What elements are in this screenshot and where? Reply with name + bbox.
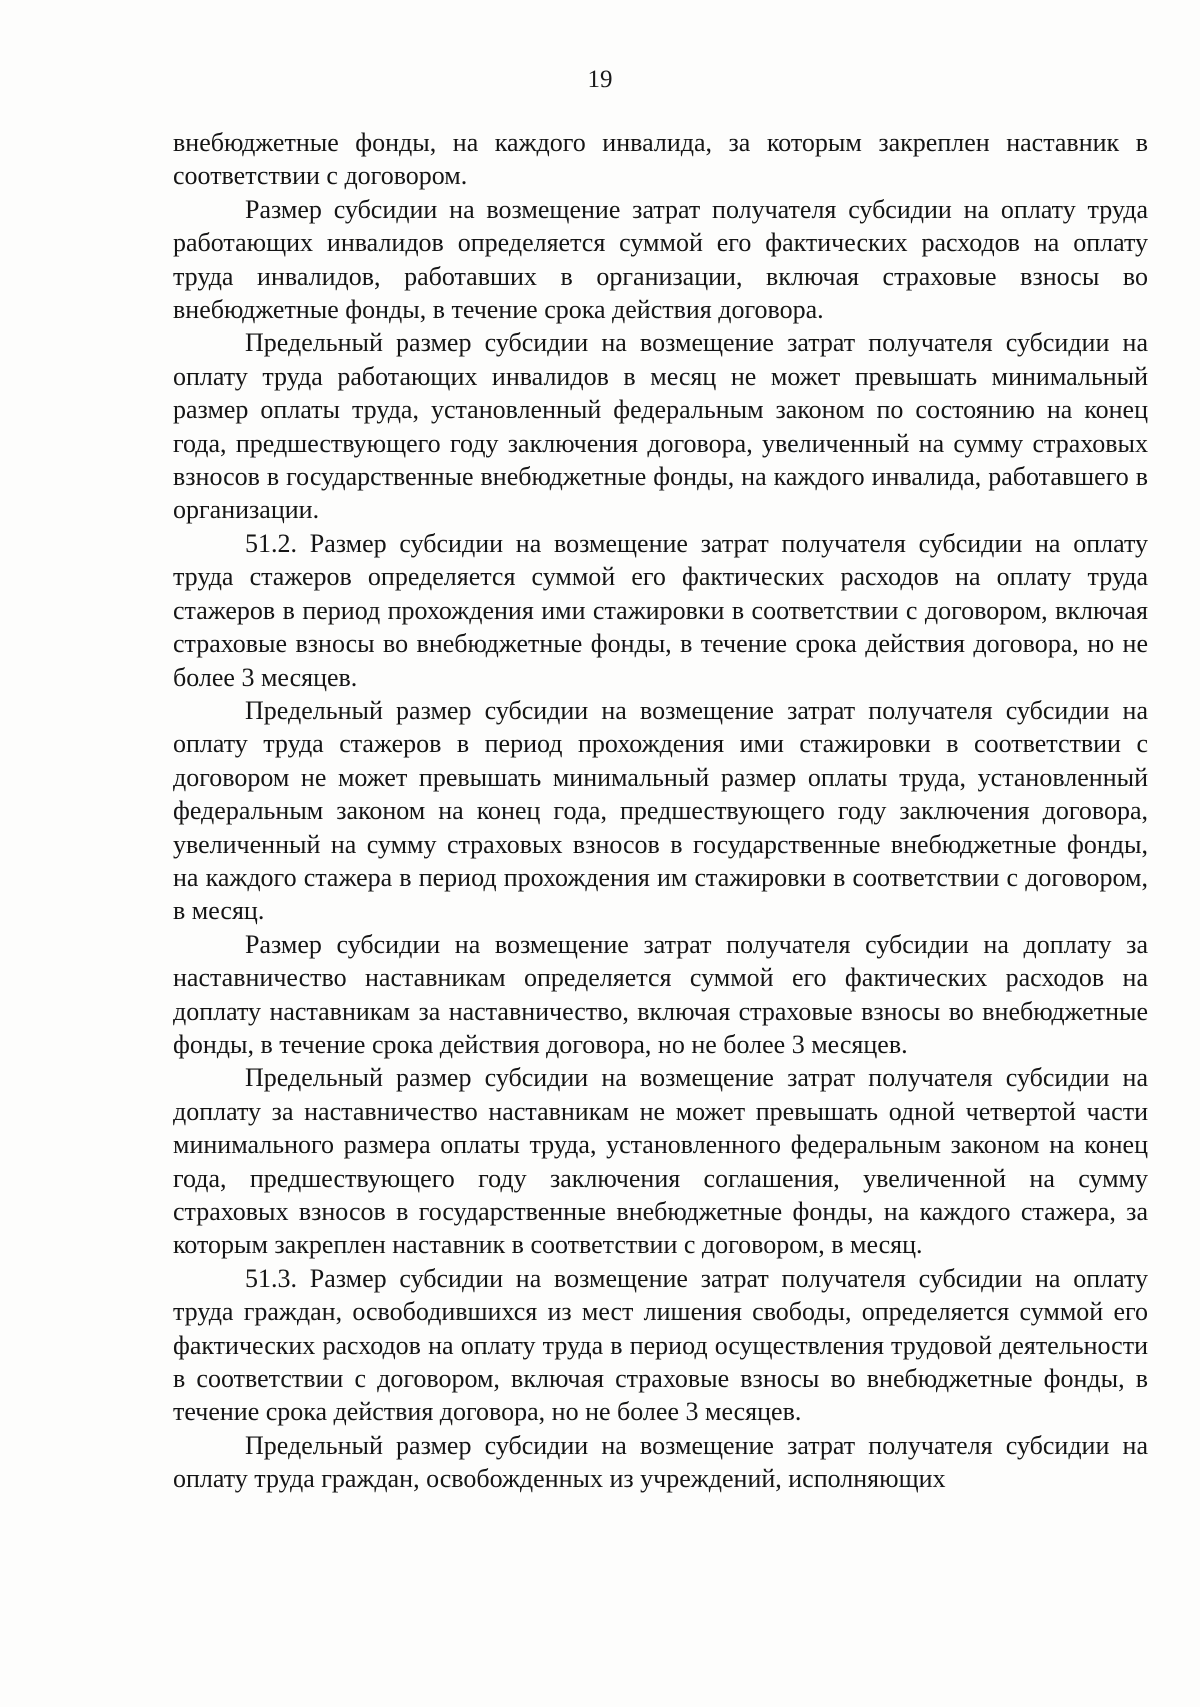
paragraph-51-3: 51.3. Размер субсидии на возмещение затрат получателя субсидии на оплату труда граждан, освободившихся из мест лишения свободы, определяется суммой его фактических расходов на оплату труда в период осуществления трудовой деятельности в соответствии с договором, включая страховые взносы во внебюджетные фонды, в течение срока действия договора, но не более 3 месяцев. [173, 1263, 1148, 1427]
paragraph: Предельный размер субсидии на возмещение затрат получателя субсидии на оплату труда стажеров в период прохождения ими стажировки в соответствии с договором не может превышать минимальный размер оплаты труда, установленный федеральным законом на конец года, предшествующего году заключения договора, увеличенный на сумму страховых взносов в государственные внебюджетные фонды, на каждого стажера в период прохождения им стажировки в соответствии с договором, в месяц. [173, 695, 1148, 926]
page-number: 19 [587, 66, 613, 93]
paragraph-continuation: внебюджетные фонды, на каждого инвалида, за которым закреплен наставник в соответствии с договором. [173, 128, 1148, 191]
document-body [173, 126, 1148, 1496]
paragraph: Предельный размер субсидии на возмещение затрат получателя субсидии на доплату за наставничество наставникам не может превышать одной четвертой части минимального размера оплаты труда, установленного федеральным законом на конец года, предшествующего году заключения соглашения, увеличенной на сумму страховых взносов в государственные внебюджетные фонды, на каждого стажера, за которым закреплен наставник в соответствии с договором, в месяц. [173, 1063, 1148, 1260]
paragraph: Предельный размер субсидии на возмещение затрат получателя субсидии на оплату труда работающих инвалидов в месяц не может превышать минимальный размер оплаты труда, установленный федеральным законом по состоянию на конец года, предшествующего году заключения договора, увеличенный на сумму страховых взносов в государственные внебюджетные фонды, на каждого инвалида, работавшего в организации. [173, 328, 1148, 525]
paragraph-51-2: 51.2. Размер субсидии на возмещение затрат получателя субсидии на оплату труда стажеров определяется суммой его фактических расходов на оплату труда стажеров в период прохождения ими стажировки в соответствии с договором, включая страховые взносы во внебюджетные фонды, в течение срока действия договора, но не более 3 месяцев. [173, 528, 1148, 692]
paragraph: Предельный размер субсидии на возмещение затрат получателя субсидии на оплату труда граждан, освобожденных из учреждений, исполняющих [173, 1430, 1148, 1494]
paragraph: Размер субсидии на возмещение затрат получателя субсидии на оплату труда работающих инвалидов определяется суммой его фактических расходов на оплату труда инвалидов, работавших в организации, включая страховые взносы во внебюджетные фонды, в течение срока действия договора. [173, 194, 1148, 325]
paragraph: Размер субсидии на возмещение затрат получателя субсидии на доплату за наставничество наставникам определяется суммой его фактических расходов на доплату наставникам за наставничество, включая страховые взносы во внебюджетные фонды, в течение срока действия договора, но не более 3 месяцев. [173, 929, 1148, 1059]
